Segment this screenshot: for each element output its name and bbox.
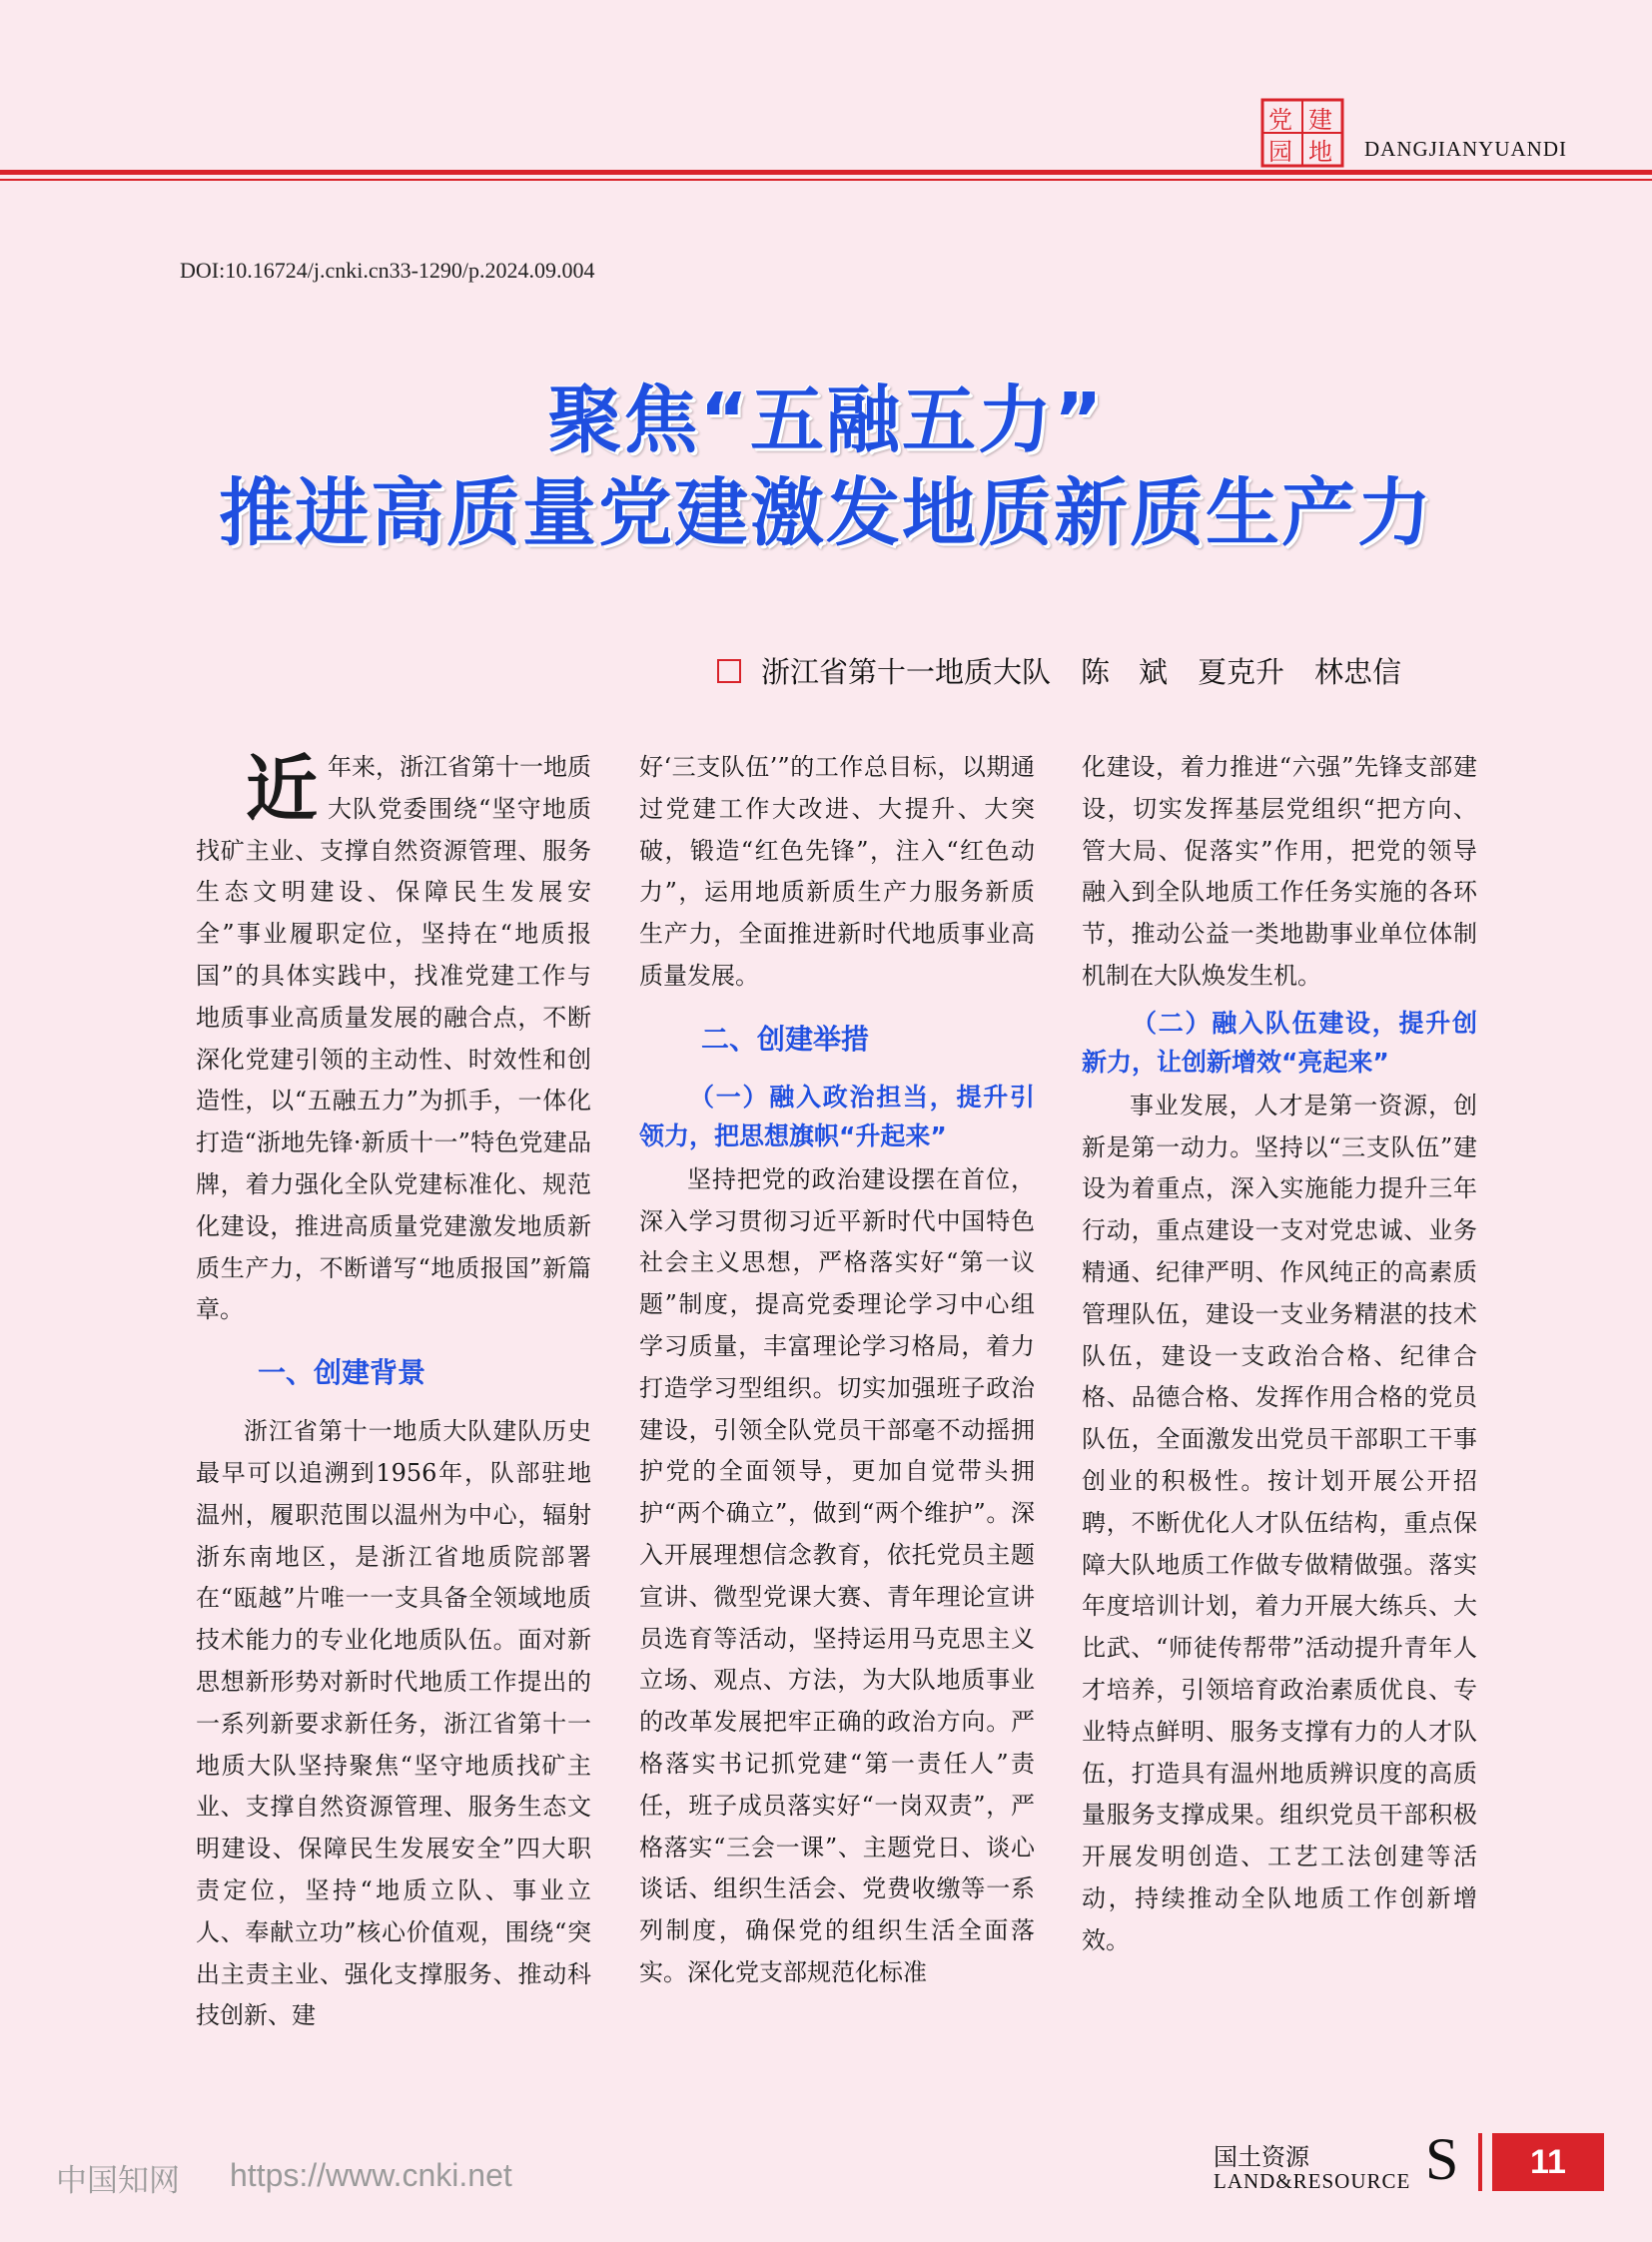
column-name: DANGJIANYUANDI (1364, 137, 1567, 161)
journal-s-mark: S (1425, 2126, 1459, 2192)
body-paragraph: 好‘三支队伍’”的工作总目标，以期通过党建工作大改进、大提升、大突破，锻造“红色先锋”，注入“红色动力”，运用地质新质生产力服务新质生产力，全面推进新时代地质事业高质量发展。 (639, 753, 1035, 990)
body-paragraph: 事业发展，人才是第一资源，创新是第一动力。坚持以“三支队伍”建设为着重点，深入实施能力提升三年行动，重点建设一支对党忠诚、业务精通、纪律严明、作风纯正的高素质管理队伍，建设一支业务精湛的技术队伍，建设一支政治合格、纪律合格、品德合格、发挥作用合格的党员队伍，全面激发出党员干部职工干事创业的积极性。按计划开展公开招聘，不断优化人才队伍结构，重点保障大队地质工作做专做精做强。落实年度培训计划，着力开展大练兵、大比武、“师徒传帮带”活动提升青年人才培养，引领培育政治素质优良、专业特点鲜明、服务支撑有力的人才队伍，打造具有温州地质辨识度的高质量服务支撑成果。组织党员干部积极开展发明创造、工艺工法创建等活动，持续推动全队地质工作创新增效。 (1082, 1091, 1477, 1954)
author-name: 夏克升 (1198, 655, 1285, 689)
author-org: 浙江省第十一地质大队 (761, 655, 1052, 689)
body-paragraph: 化建设，着力推进“六强”先锋支部建设，切实发挥基层党组织“把方向、管大局、促落实”作用，把党的领导融入到全队地质工作任务实施的各环节，推动公益一类地勘事业单位体制机制在大队焕发生机。 (1082, 753, 1477, 990)
svg-text:地: 地 (1308, 138, 1332, 166)
doi: DOI:10.16724/j.cnki.cn33-1290/p.2024.09.004 (180, 258, 595, 283)
text-column-3 (1082, 747, 1477, 1962)
intro-text: 年来，浙江省第十一地质大队党委围绕“坚守地质找矿主业、支撑自然资源管理、服务生态文明建设、保障民生发展安全”事业履职定位，坚持在“地质报国”的具体实践中，找准党建工作与地质事业高质量发展的融合点，不断深化党建引领的主动性、时效性和创造性，以“五融五力”为抓手，一体化打造“浙地先锋·新质十一”特色党建品牌，着力强化全队党建标准化、规范化建设，推进高质量党建激发地质新质生产力，不断谱写“地质报国”新篇章。 (196, 753, 592, 1324)
header-rule-thin (0, 179, 1652, 181)
section-heading: 一、创建背景 (258, 1356, 426, 1390)
header-rule (0, 170, 1652, 175)
watermark-url: https://www.cnki.net (230, 2157, 512, 2193)
text-column-2 (639, 747, 1035, 1994)
journal-name-en: LAND&RESOURCE (1214, 2169, 1411, 2193)
watermark-logo: 中国知网 (56, 2163, 180, 2199)
footer-divider (1478, 2133, 1482, 2191)
column-logo (1260, 98, 1348, 170)
section-heading: 二、创建举措 (701, 1022, 870, 1056)
intro-paragraph (196, 747, 591, 1331)
body-paragraph: 坚持把党的政治建设摆在首位，深入学习贯彻习近平新时代中国特色社会主义思想，严格落实好“第一议题”制度，提高党委理论学习中心组学习质量，丰富理论学习格局，着力打造学习型组织。切实加强班子政治建设，引领全队党员干部毫不动摇拥护党的全面领导，更加自觉带头拥护“两个确立”，做到“两个维护”。深入开展理想信念教育，依托党员主题宣讲、微型党课大赛、青年理论宣讲员选育等活动，坚持运用马克思主义立场、观点、方法，为大队地质事业的改革发展把牢正确的政治方向。严格落实书记抓党建“第一责任人”责任，班子成员落实好“一岗双责”，严格落实“三会一课”、主题党日、谈心谈话、组织生活会、党费收缴等一系列制度，确保党的组织生活全面落实。深化党支部规范化标准 (639, 1164, 1035, 1986)
text-column-1 (196, 747, 591, 2037)
journal-name-cn: 国土资源 (1214, 2143, 1309, 2171)
drop-cap: 近 (246, 746, 319, 831)
subsection-heading: （一）融入政治担当，提升引领力，把思想旗帜“升起来” (639, 1082, 1035, 1150)
body-paragraph: 浙江省第十一地质大队建队历史最早可以追溯到1956年，队部驻地温州，履职范围以温州为中心，辐射浙东南地区，是浙江省地质院部署在“瓯越”片唯一一支具备全领域地质技术能力的专业化地质队伍。面对新思想新形势对新时代地质工作提出的一系列新要求新任务，浙江省第十一地质大队坚持聚焦“坚守地质找矿主业、支撑自然资源管理、服务生态文明建设、保障民生发展安全”四大职责定位，坚持“地质立队、事业立人、奉献立功”核心价值观，围绕“突出主责主业、强化支撑服务、推动科技创新、建 (196, 1417, 591, 2030)
svg-text:园: 园 (1268, 138, 1292, 166)
title-line-1: 聚焦“五融五力” (547, 377, 1105, 463)
byline (717, 650, 1401, 691)
svg-text:党: 党 (1268, 106, 1292, 134)
author-name: 林忠信 (1314, 655, 1402, 689)
page-number: 11 (1492, 2133, 1604, 2191)
subsection-heading: （二）融入队伍建设，提升创新力，让创新增效“亮起来” (1082, 1008, 1477, 1077)
svg-text:建: 建 (1308, 106, 1332, 134)
author-name: 陈 斌 (1081, 655, 1169, 689)
square-bullet-icon (717, 659, 741, 683)
title-line-2: 推进高质量党建激发地质新质生产力 (219, 470, 1433, 556)
